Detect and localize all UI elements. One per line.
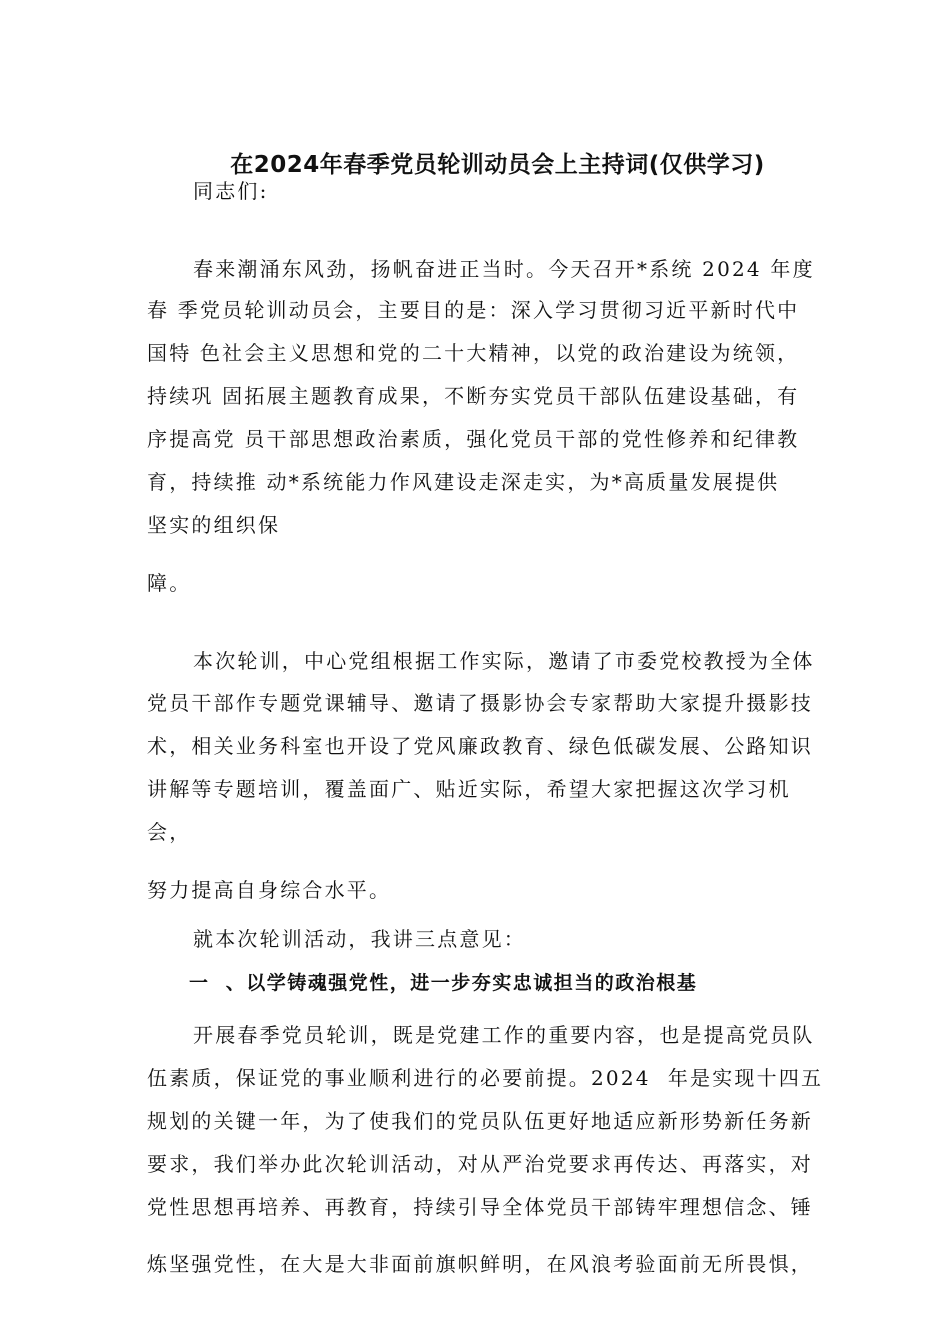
paragraph-line: 讲解等专题培训，覆盖面广、贴近实际，希望大家把握这次学习机: [147, 777, 791, 801]
paragraph-line: 党性思想再培养、再教育，持续引导全体党员干部铸牢理想信念、锤: [147, 1195, 813, 1219]
paragraph-line: 序提高党 员干部思想政治素质，强化党员干部的党性修养和纪律教: [147, 427, 800, 451]
paragraph-line: 术，相关业务科室也开设了党风廉政教育、绿色低碳发展、公路知识: [147, 734, 813, 758]
paragraph-line: 规划的关键一年，为了使我们的党员队伍更好地适应新形势新任务新: [147, 1109, 813, 1133]
paragraph-line: 开展春季党员轮训，既是党建工作的重要内容，也是提高党员队: [193, 1023, 815, 1047]
paragraph-line: 障。: [147, 571, 192, 595]
paragraph-line: 本次轮训，中心党组根据工作实际，邀请了市委党校教授为全体: [193, 649, 815, 673]
paragraph-line: 党员干部作专题党课辅导、邀请了摄影协会专家帮助大家提升摄影技: [147, 691, 813, 715]
paragraph-line: 持续巩 固拓展主题教育成果，不断夯实党员干部队伍建设基础，有: [147, 384, 800, 408]
paragraph-line: 伍素质，保证党的事业顺利进行的必要前提。2024 年是实现十四五: [147, 1066, 824, 1090]
paragraph-line: 国特 色社会主义思想和党的二十大精神，以党的政治建设为统领，: [147, 341, 800, 365]
salutation: 同志们:: [193, 179, 269, 203]
paragraph-line: 坚实的组织保: [147, 513, 281, 537]
intro-line: 就本次轮训活动，我讲三点意见：: [193, 927, 526, 951]
paragraph-line: 要求，我们举办此次轮训活动，对从严治党要求再传达、再落实，对: [147, 1152, 813, 1176]
section-heading: 一 、以学铸魂强党性，进一步夯实忠诚担当的政治根基: [189, 972, 698, 994]
paragraph-line: 春 季党员轮训动员会，主要目的是：深入学习贯彻习近平新时代中: [147, 298, 800, 322]
paragraph-line: 努力提高自身综合水平。: [147, 878, 392, 902]
document-title: 在2024年春季党员轮训动员会上主持词(仅供学习): [230, 152, 765, 178]
paragraph-line: 育，持续推 动*系统能力作风建设走深走实，为*高质量发展提供: [147, 470, 780, 494]
paragraph-line: 会，: [147, 820, 192, 844]
paragraph-line: 炼坚强党性，在大是大非面前旗帜鲜明，在风浪考验面前无所畏惧，: [147, 1252, 813, 1276]
paragraph-line: 春来潮涌东风劲，扬帆奋进正当时。今天召开*系统 2024 年度: [193, 257, 815, 281]
